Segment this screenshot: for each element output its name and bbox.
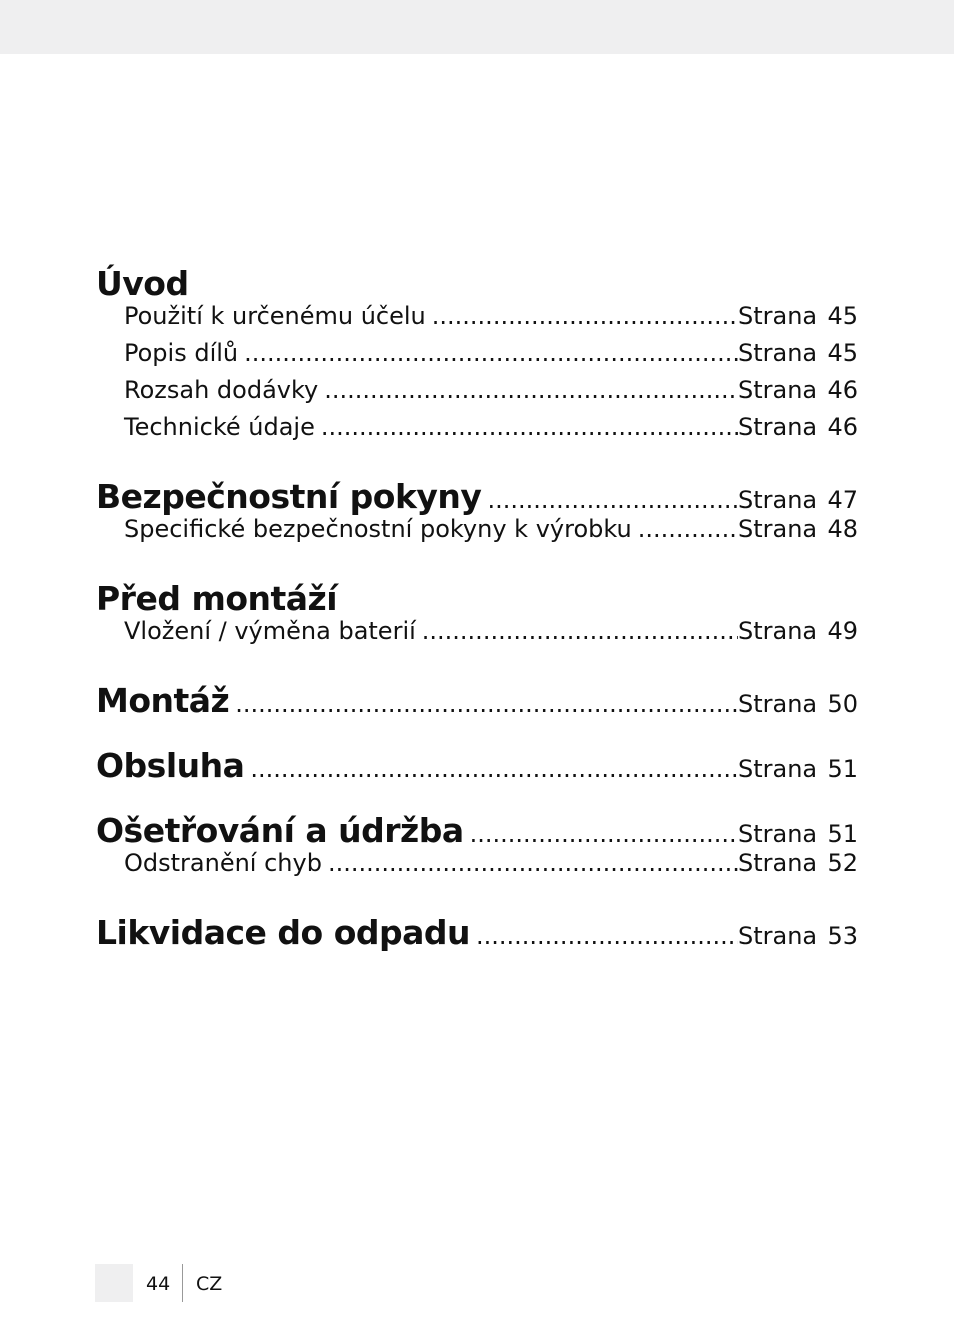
toc-heading-row[interactable] [96,579,858,617]
toc-heading-title: Obsluha [96,746,245,785]
toc-heading-page: 51 [827,755,858,783]
toc-heading-row[interactable] [96,811,858,849]
toc-heading-page: 50 [827,690,858,718]
toc-entry-page: 45 [827,302,858,330]
toc-heading-title: Před montáží [96,579,338,618]
toc-leader-dots [324,376,738,404]
toc-entry-strana: Strana [738,849,818,877]
toc-entry-label: Vložení / výměna baterií [124,617,416,645]
toc-entry-label: Použití k určenému účelu [124,302,426,330]
toc-heading-row[interactable] [96,264,858,302]
toc-heading-row[interactable] [96,477,858,515]
toc-heading-strana: Strana [738,820,818,848]
toc-leader-dots [328,849,738,877]
table-of-contents [96,264,858,978]
toc-leader-dots [422,617,738,645]
toc-section-pred-montazi [96,579,858,654]
toc-heading-title: Úvod [96,264,189,303]
footer-divider [182,1264,183,1302]
toc-heading-strana: Strana [738,922,818,950]
toc-leader-dots [487,486,738,514]
toc-leader-dots [250,755,738,783]
toc-entry-row[interactable] [96,515,858,552]
toc-section-obsluha [96,746,858,784]
toc-entry-row[interactable] [96,413,858,450]
toc-leader-dots [638,515,738,543]
toc-entry-row[interactable] [96,849,858,886]
toc-entry-page: 48 [827,515,858,543]
toc-leader-dots [235,690,738,718]
toc-leader-dots [321,413,738,441]
toc-heading-title: Montáž [96,681,230,720]
toc-entry-row[interactable] [96,376,858,413]
toc-heading-row[interactable] [96,913,858,951]
toc-entry-strana: Strana [738,515,818,543]
toc-entry-page: 49 [827,617,858,645]
toc-entry-row[interactable] [96,339,858,376]
toc-section-uvod [96,264,858,450]
toc-heading-page: 53 [827,922,858,950]
toc-heading-title: Ošetřování a údržba [96,811,464,850]
toc-section-montaz [96,681,858,719]
toc-section-bezpecnostni-pokyny [96,477,858,552]
toc-leader-dots [470,820,738,848]
toc-leader-dots [432,302,738,330]
toc-entry-page: 52 [827,849,858,877]
toc-leader-dots [476,922,738,950]
toc-heading-row[interactable] [96,746,858,784]
toc-entry-strana: Strana [738,302,818,330]
toc-entry-page: 46 [827,376,858,404]
toc-heading-title: Bezpečnostní pokyny [96,477,482,516]
toc-entry-label: Specifické bezpečnostní pokyny k výrobku [124,515,632,543]
toc-section-osetrovani-a-udrzba [96,811,858,886]
toc-heading-title: Likvidace do odpadu [96,913,471,952]
toc-entry-strana: Strana [738,339,818,367]
toc-entry-page: 46 [827,413,858,441]
toc-entry-label: Odstranění chyb [124,849,322,877]
toc-entry-row[interactable] [96,617,858,654]
toc-heading-row[interactable] [96,681,858,719]
toc-heading-page: 47 [827,486,858,514]
toc-section-likvidace-do-odpadu [96,913,858,951]
header-band [0,0,954,54]
toc-entry-page: 45 [827,339,858,367]
toc-entry-strana: Strana [738,617,818,645]
toc-heading-strana: Strana [738,486,818,514]
footer-box [95,1264,133,1302]
toc-entry-strana: Strana [738,413,818,441]
toc-entry-label: Technické údaje [124,413,315,441]
toc-entry-strana: Strana [738,376,818,404]
footer-language: CZ [196,1273,223,1295]
footer-page-number: 44 [146,1273,171,1295]
toc-heading-strana: Strana [738,690,818,718]
toc-entry-label: Rozsah dodávky [124,376,319,404]
toc-heading-strana: Strana [738,755,818,783]
toc-entry-row[interactable] [96,302,858,339]
toc-leader-dots [244,339,738,367]
toc-heading-page: 51 [827,820,858,848]
toc-entry-label: Popis dílů [124,339,239,367]
